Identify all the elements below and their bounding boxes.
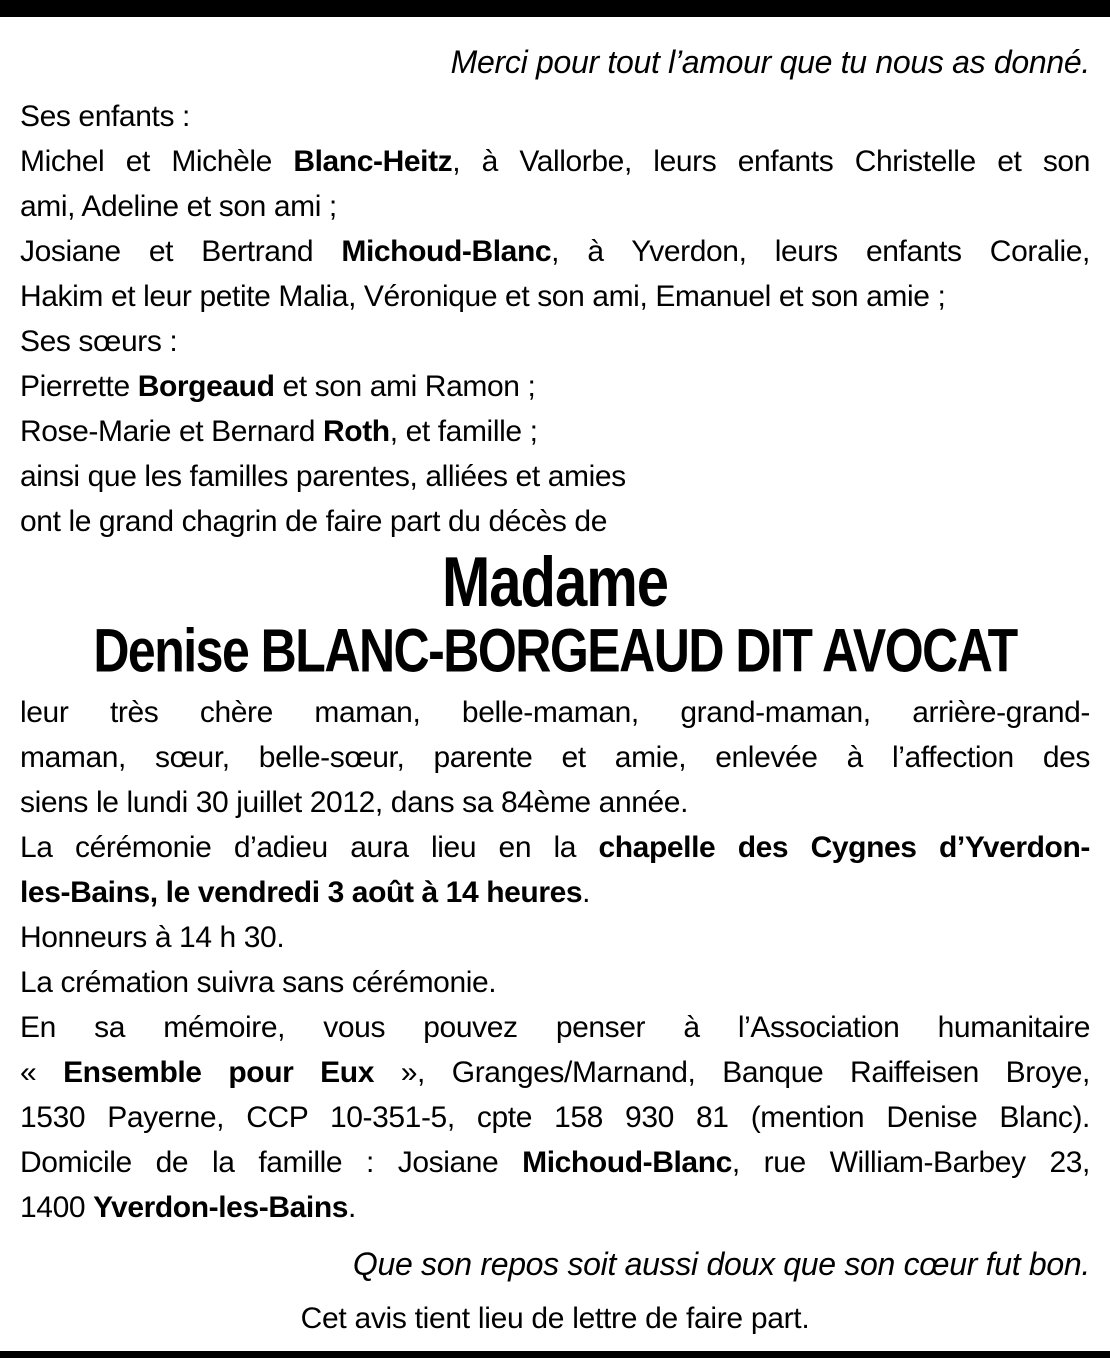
intro-line-ami-adeline: ami, Adeline et son ami ; [20,190,337,223]
intro-line-ses-soeurs: Ses sœurs : [20,325,178,358]
deceased-name: Denise BLANC-BORGEAUD DIT AVOCAT [93,616,1017,686]
intro-line-pierrette: Pierrette Borgeaud et son ami Ramon ; [20,370,536,403]
details-line-1400-yverdon: 1400 Yverdon-les-Bains. [20,1191,356,1224]
details-paragraph [20,690,1090,1230]
intro-line-michel: Michel et Michèle Blanc-Heitz, à Vallorbe, leurs enfants Christelle et son [20,145,1090,178]
details-line-siens-le-lundi: siens le lundi 30 juillet 2012, dans sa 84ème année. [20,786,689,819]
bottom-border-bar [0,1351,1110,1358]
details-line-les-bains-date: les-Bains, le vendredi 3 août à 14 heures. [20,876,591,909]
details-line-honneurs: Honneurs à 14 h 30. [20,921,285,954]
intro-line-ont-le-grand: ont le grand chagrin de faire part du décès de [20,505,608,538]
details-line-payerne-ccp: 1530 Payerne, CCP 10-351-5, cpte 158 930 81 (mention Denise Blanc). [20,1101,1090,1134]
intro-line-hakim: Hakim et leur petite Malia, Véronique et son ami, Emanuel et son amie ; [20,280,946,313]
details-line-en-sa-memoire: En sa mémoire, vous pouvez penser à l’Association humanitaire [20,1011,1090,1044]
epigraph-top: Merci pour tout l’amour que tu nous as donné. [450,44,1090,80]
epigraph-bottom: Que son repos soit aussi doux que son cœur fut bon. [352,1246,1090,1282]
closing-line: Cet avis tient lieu de lettre de faire part. [300,1302,810,1335]
intro-line-ses-enfants: Ses enfants : [20,100,190,133]
details-line-ceremonie: La cérémonie d’adieu aura lieu en la chapelle des Cygnes d’Yverdon- [20,831,1090,864]
details-line-cremation: La crémation suivra sans cérémonie. [20,966,497,999]
notice-content [0,17,1110,1338]
top-border-bar [0,0,1110,17]
details-line-leur-tres-chere: leur très chère maman, belle-maman, grand-maman, arrière-grand- [20,696,1090,729]
title-madame: Madame [441,542,669,623]
family-announcement-paragraph [20,94,1090,544]
details-line-domicile: Domicile de la famille : Josiane Michoud-Blanc, rue William-Barbey 23, [20,1146,1090,1179]
intro-line-josiane: Josiane et Bertrand Michoud-Blanc, à Yverdon, leurs enfants Coralie, [20,235,1090,268]
intro-line-ainsi-que: ainsi que les familles parentes, alliées et amies [20,460,626,493]
details-line-maman-soeur: maman, sœur, belle-sœur, parente et amie, enlevée à l’affection des [20,741,1090,774]
intro-line-rose-marie: Rose-Marie et Bernard Roth, et famille ; [20,415,538,448]
details-line-ensemble-pour-eux: « Ensemble pour Eux », Granges/Marnand, Banque Raiffeisen Broye, [20,1056,1090,1089]
